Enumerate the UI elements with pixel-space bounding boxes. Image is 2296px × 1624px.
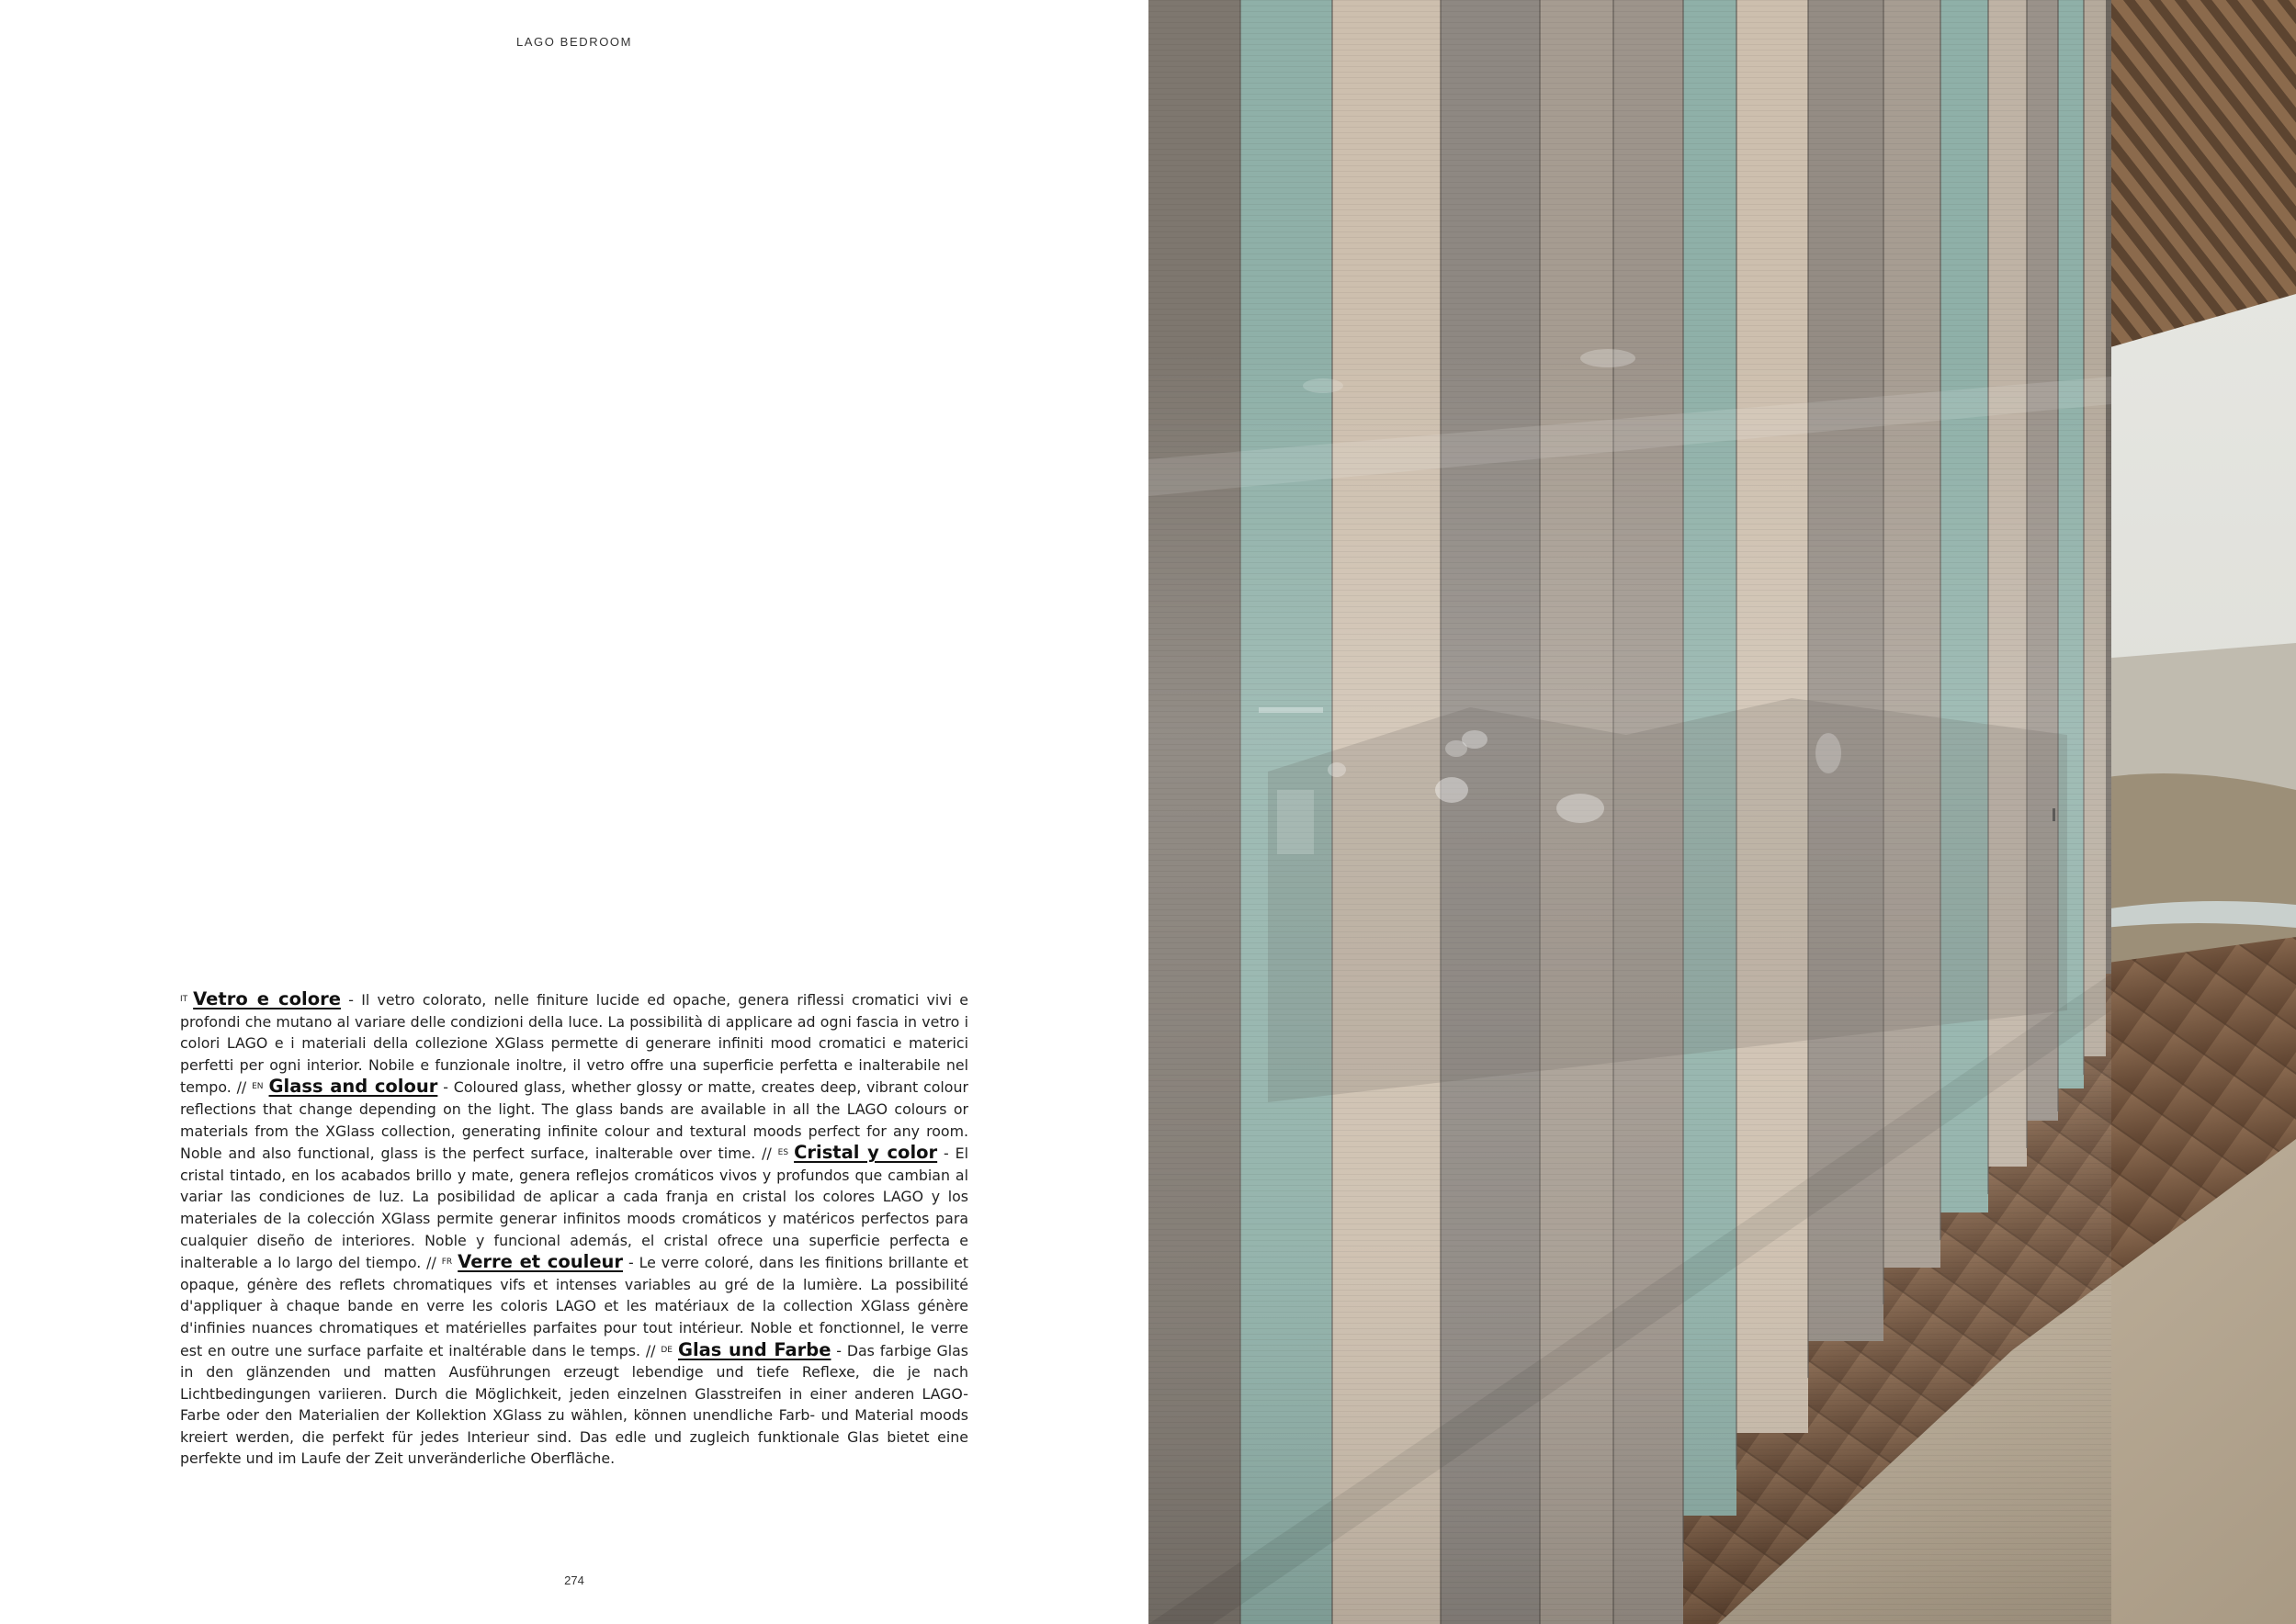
heading-it: Vetro e colore xyxy=(193,988,341,1009)
separator-en: // xyxy=(755,1145,778,1163)
running-head: LAGO BEDROOM xyxy=(515,35,633,49)
multilingual-body-text xyxy=(180,988,968,1470)
landscape-shape xyxy=(2086,773,2296,964)
heading-fr: Verre et couleur xyxy=(458,1251,624,1273)
page-number: 274 xyxy=(564,1573,584,1587)
heading-en: Glass and colour xyxy=(268,1076,438,1098)
paragraph-it: - Il vetro colorato, nelle finiture lucide ed opache, genera riflessi cromatici vivi e profondi che mutano al variare delle condizioni della luce. La possibilità di applicare ad ogni fascia in vetro i colori LAGO e i materiali della collezione XGlass permette di generare infiniti mood cromatici e materici perfetti per ogni interior. Nobile e funzionale inoltre, il vetro offre una superficie perfetta e inalterabile nel tempo. xyxy=(180,991,968,1097)
paragraph-fr: - Le verre coloré, dans les finitions brillante et opaque, génère des reflets chromatiques vifs et intenses variables au gré de la lumière. La possibilité d'appliquer à chaque bande en verre les coloris LAGO et les matériaux de la collection XGlass génère d'infinies nuances chromatiques et matérielles parfaites pour tout intérieur. Noble et fonctionnel, le verre est en outre une surface parfaite et inaltérable dans le temps. xyxy=(180,1254,968,1359)
paragraph-es: - El cristal tintado, en los acabados brillo y mate, genera reflejos cromáticos vivos y profundos que cambian al variar las condiciones de luz. La posibilidad de aplicar a cada franja en cristal los colores LAGO y los materiales de la colección XGlass permite generar infinitos moods cromáticos y matéricos perfectos para cualquier diseño de interiores. Noble y funcional además, el cristal ofrece una superficie perfecta e inalterable a lo largo del tiempo. xyxy=(180,1145,968,1272)
separator-it: // xyxy=(231,1078,253,1097)
lang-code-fr: FR xyxy=(441,1257,453,1268)
heading-de: Glas und Farbe xyxy=(677,1338,831,1360)
door-handle xyxy=(2053,808,2055,821)
interior-photo xyxy=(1148,0,2296,1624)
lang-code-es: ES xyxy=(777,1148,789,1158)
lang-code-en: EN xyxy=(252,1082,264,1092)
lang-code-de: DE xyxy=(661,1345,673,1355)
glass-wardrobe-illustration xyxy=(1148,0,2296,1624)
paragraph-en: - Coloured glass, whether glossy or matte, creates deep, vibrant colour reflections that change depending on the light. The glass bands are available in all the LAGO colours or materials from the XGlass collection, generating infinite colour and textural moods perfect for any room. Noble and also functional, glass is the perfect surface, inalterable over time. xyxy=(180,1078,968,1163)
separator-es: // xyxy=(421,1254,442,1272)
heading-es: Cristal y color xyxy=(794,1142,938,1164)
section-de xyxy=(180,1338,968,1468)
paragraph-de: - Das farbige Glas in den glänzenden und matten Ausführungen erzeugt lebendige und tiefe Reflexe, die je nach Lichtbedingungen variieren. Durch die Möglichkeit, jeden einzelnen Glasstreifen in einer anderen LAGO- Farbe oder den Materialien der Kollektion XGlass zu wählen, können unendliche Farb- und Material moods kreiert werden, die perfekt für jedes Interieur sind. Das edle und zugleich funktionale Glas bietet eine perfekte und im Laufe der Zeit unveränderliche Oberfläche. xyxy=(180,1341,968,1468)
lang-code-it: IT xyxy=(180,995,188,1004)
separator-fr: // xyxy=(640,1341,662,1359)
